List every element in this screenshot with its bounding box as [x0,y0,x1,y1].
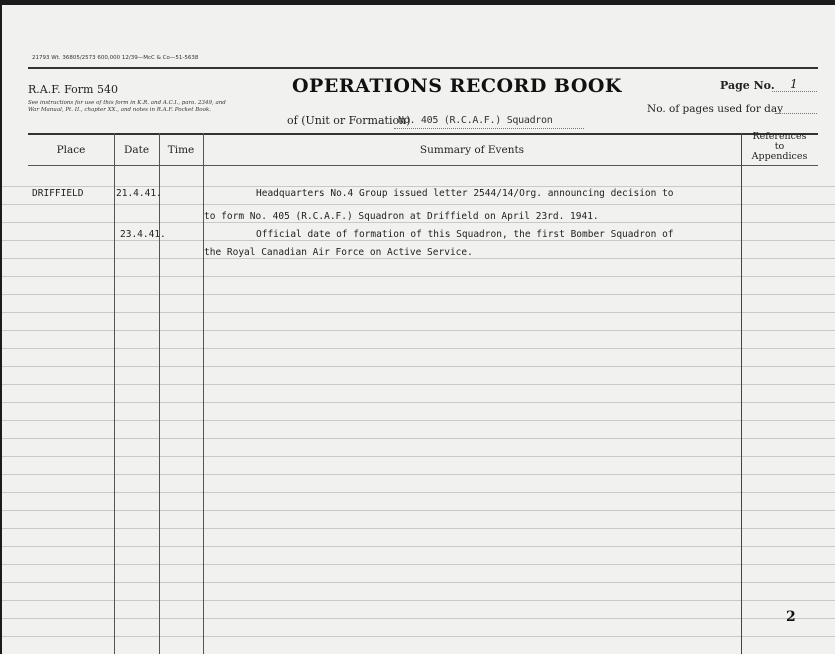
column-divider-date [159,133,160,654]
header-bottom-rule [28,165,818,166]
references-line-3: Appendices [751,151,808,162]
column-header-date: Date [123,144,150,156]
page-title: OPERATIONS RECORD BOOK [292,75,622,97]
print-code: 21793 Wt. 36805/2573 600,000 12/39—McC & Co—51-5638 [32,55,199,61]
unit-value: No. 405 (R.C.A.F.) Squadron [398,115,553,126]
page-dotted-line [772,91,817,92]
references-line-1: References [752,131,807,142]
column-divider-place [114,133,115,654]
column-divider-summary [741,133,742,654]
references-line-2: to [774,141,785,152]
column-header-summary: Summary of Events [419,144,525,156]
form-instructions: See instructions for use of this form in K.R. and A.C.I., para. 2349, and War Manual, Pt. II., chapter XX., and notes in R.A.F. Pocket Book. [28,100,226,113]
entry-2-summary: to form No. 405 (R.C.A.F.) Squadron at Driffield on April 23rd. 1941. [204,211,599,222]
top-rule [28,67,818,69]
column-header-references [742,132,817,162]
entry-3-date: 23.4.41. [120,229,166,240]
column-header-time: Time [167,144,195,156]
unit-label: of (Unit or Formation) [287,114,411,127]
margin-mark: 2 [786,609,796,625]
pages-used-label: No. of pages used for day [647,103,784,115]
entry-3-summary: Official date of formation of this Squadron, the first Bomber Squadron of [256,229,674,240]
unit-dotted-line [394,128,584,129]
form-page [2,5,835,654]
form-number: R.A.F. Form 540 [28,83,118,96]
pages-used-dotted-line [775,113,817,114]
column-header-place: Place [56,144,86,156]
page-number-value: 1 [790,77,798,91]
header-top-rule [28,133,818,135]
entry-1-place: DRIFFIELD [32,188,84,199]
entry-4-summary: the Royal Canadian Air Force on Active Service. [204,247,473,258]
entry-1-summary: Headquarters No.4 Group issued letter 2544/14/Org. announcing decision to [256,188,674,199]
entry-1-date: 21.4.41. [116,188,162,199]
page-number-label: Page No. [720,79,775,92]
